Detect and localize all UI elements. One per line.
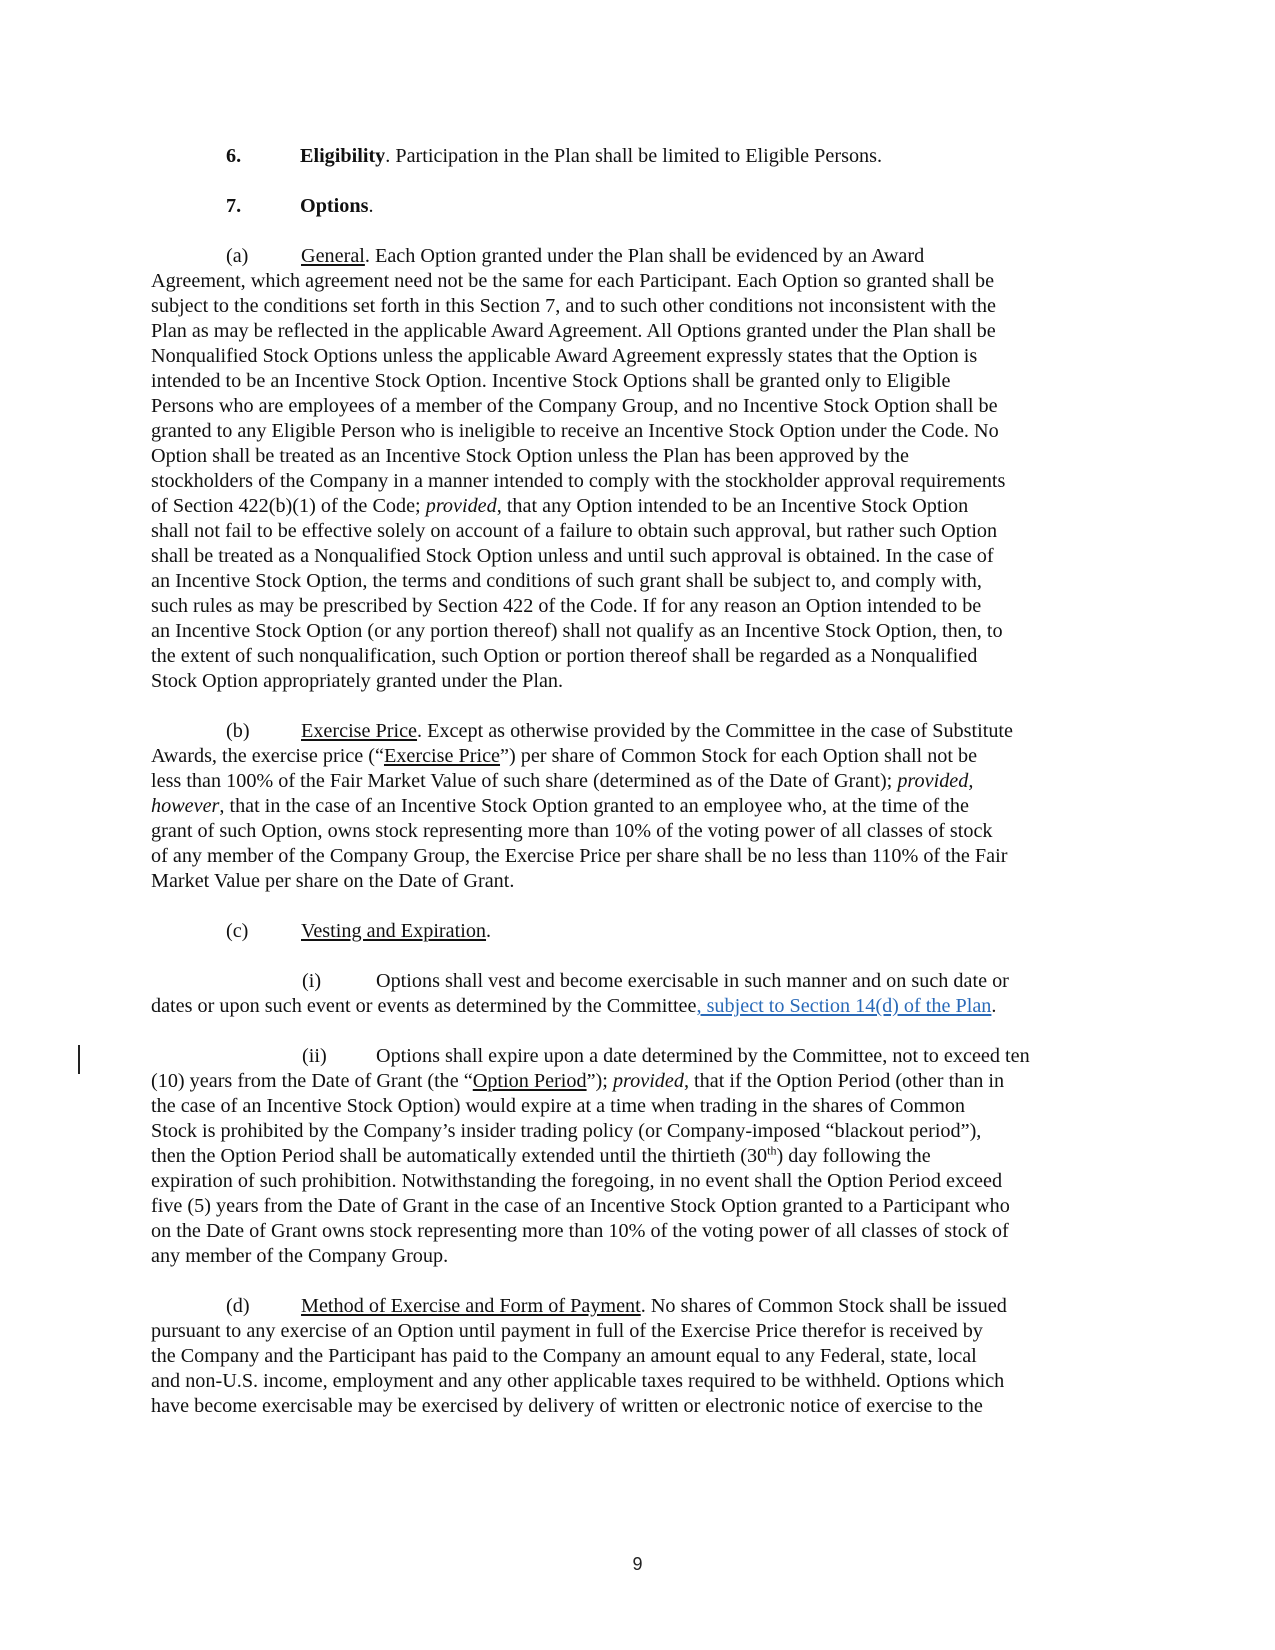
section-7: 7. Options. — [226, 195, 374, 217]
defined-term: Option Period — [472, 1070, 587, 1092]
paragraph-marker: (c) — [226, 920, 249, 942]
paragraph-heading: Vesting and Expiration — [301, 920, 487, 942]
subparagraph-marker: (i) — [302, 970, 322, 992]
paragraph-heading: Exercise Price — [301, 720, 418, 742]
section-heading: Eligibility — [300, 145, 386, 167]
page-number: 9 — [632, 1554, 643, 1574]
section-6: 6. Eligibility. Participation in the Plan shall be limited to Eligible Persons. — [226, 145, 883, 167]
paragraph-c: (c) Vesting and Expiration. — [226, 920, 492, 942]
section-14d-link[interactable]: , subject to Section 14(d) of the Plan — [696, 995, 992, 1017]
defined-term: Exercise Price — [383, 745, 501, 767]
section-number: 6. — [226, 145, 242, 167]
document-page: 6. Eligibility. Participation in the Plan shall be limited to Eligible Persons. 7. Options. (a) General. Each Option granted under the Plan shall be evidenced by an Award Agreement, which agreement need not be the same for each Participant. Each Option so granted shall be subject to the conditions set forth in this Section 7, and to such other conditions not inconsistent with the Plan as may be reflected in the applicable Award Agreement. All Options granted under the Plan shall be Nonqualified Stock Options unless the applicable Award Agreement expressly states that the Option is intended to be an Incentive Stock Option. Incentive Stock Options shall be granted only to Eligible Persons who are employees of a member of the Company Group, and no Incentive Stock Option shall be granted to any Eligible Person who is ineligible to receive an Incentive Stock Option under the Code. No Option shall be treated as an Incentive Stock Option unless the Plan has been approved by the stockholders of the Company in a manner intended to comply with the stockholder approval requirements of Section 422(b)(1) of the Code; provided, that any Option intended to be an Incentive Stock Option shall not fail to be effective solely on account of a failure to obtain such approval, but rather such Option shall be treated as a Nonqualified Stock Option unless and until such approval is obtained. In the case of an Incentive Stock Option, the terms and conditions of such grant shall be subject to, and comply with, such rules as may be prescribed by Section 422 of the Code. If for any reason an Option intended to be an Incentive Stock Option (or any portion thereof) shall not qualify as an Incentive Stock Option, then, to the extent of such nonqualification, such Option or portion thereof shall be regarded as a Nonqualified Stock Option appropriately granted under the Plan. (b) Exercise Price. Except as otherwise provided by the Committee in the case of Substitute Awards, the exercise price (“Exercise Price”) per share of Common Stock for each Option shall not be less than 100% of the Fair Market Value of such share (determined as of the Date of Grant); provided, however, that in the case of an Incentive Stock Option granted to an employee who, at the time of the grant of such Option, owns stock representing more than 10% of the voting power of all classes of stock of any member of the Company Group, the Exercise Price per share shall be no less than 110% of the Fair Market Value per share on the Date of Grant. (c) Vesting and Expiration. (i) Options shall vest and become exercisable in such manner and on such date or dates or upon such event or events as determined by the Committee, subject to Section 14(d) of the Plan. (ii) Options shall expire upon a date determined by the Committee, not to exceed ten (10) years from the Date of Grant (the “Option Period”); provided, that if the Option Period (other than in the case of an Incentive Stock Option) would expire at a time when trading in the shares of Common Stock is prohibited by the Company’s insider trading policy (or Company-imposed “blackout period”), then the Option Period shall be automatically extended until the thirtieth (30th) day following the expiration of such prohibition. Notwithstanding the foregoing, in no event shall the Option Period exceed five (5) years from the Date of Grant in the case of an Incentive Stock Option granted to a Participant who on the Date of Grant owns stock representing more than 10% of the voting power of all classes of stock of any member of the Company Group. (d) Method of Exercise and Form of Payment. No shares of Common Stock shall be issued pursuant to any exercise of an Option until payment in full of the Exercise Price therefor is received by the Company and the Participant has paid to the Company an amount equal to any Federal, state, local and non-U.S. income, employment and any other applicable taxes required to be withheld. Options which have become exercisable may be exercised by delivery of written or electronic notice of exercise to the 9 — [0, 0, 1275, 1650]
subparagraph-marker: (ii) — [302, 1045, 327, 1067]
paragraph-marker: (a) — [226, 245, 249, 267]
revision-change-bar — [78, 1045, 80, 1074]
section-heading: Options — [300, 195, 369, 217]
paragraph-heading: Method of Exercise and Form of Payment — [301, 1295, 641, 1317]
paragraph-heading: General — [301, 245, 365, 267]
paragraph-marker: (b) — [226, 720, 250, 742]
section-number: 7. — [226, 195, 242, 217]
paragraph-marker: (d) — [226, 1295, 250, 1317]
